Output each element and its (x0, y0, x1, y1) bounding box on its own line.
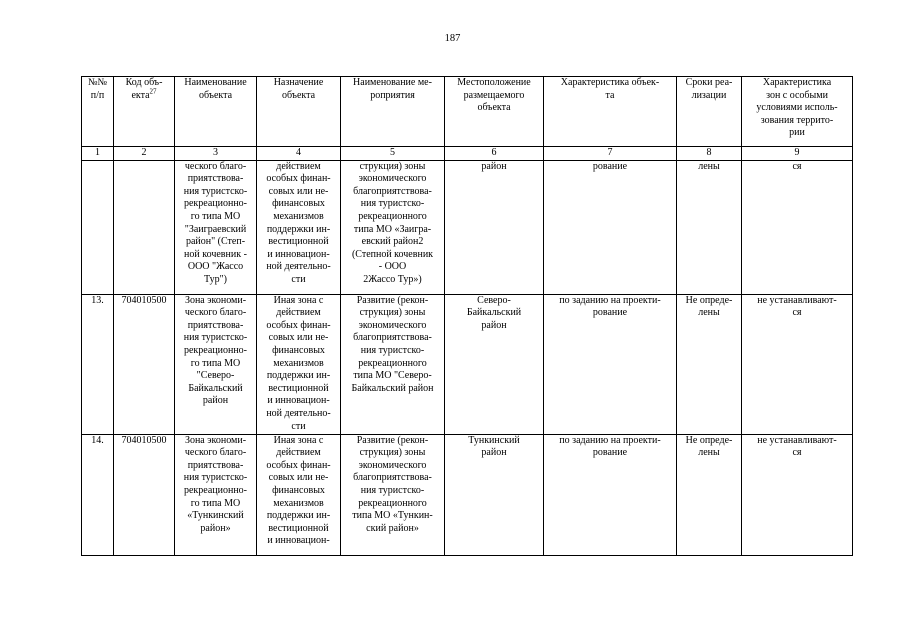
header-code (114, 77, 175, 147)
column-numbers-row (82, 147, 853, 161)
row-characteristic: рование (544, 160, 677, 294)
row-zones: не устанавливают- ся (742, 434, 853, 555)
row-number (82, 160, 114, 294)
row-name: Зона экономи- ческого благо- приятствова- ния туристско- рекреационно- го типа МО «Тункинский район» (175, 434, 257, 555)
row-number: 13. (82, 294, 114, 434)
row-characteristic: по заданию на проекти- рование (544, 294, 677, 434)
row-terms: лены (677, 160, 742, 294)
table-row (82, 160, 853, 294)
row-code (114, 160, 175, 294)
header-purpose: Назначение объекта (257, 77, 341, 147)
row-zones: не устанавливают- ся (742, 294, 853, 434)
row-measure: струкция) зоны экономического благоприятствова- ния туристско- рекреационного типа МО «Заигра- евский район2 (Степной кочевник - ООО 2Жассо Тур») (341, 160, 445, 294)
table-row (82, 294, 853, 434)
column-number: 1 (82, 147, 114, 161)
column-number: 7 (544, 147, 677, 161)
table-row (82, 434, 853, 555)
header-code-text: Код объ- екта (125, 77, 163, 101)
row-location: район (445, 160, 544, 294)
row-purpose: Иная зона с действием особых финан- совых или не- финансовых механизмов поддержки ин- вестиционной и инновацион- (257, 434, 341, 555)
header-measure: Наименование ме- роприятия (341, 77, 445, 147)
objects-table (81, 76, 853, 556)
row-name: Зона экономи- ческого благо- приятствова- ния туристско- рекреационно- го типа МО "Северо- Байкальский район (175, 294, 257, 434)
row-location: Северо- Байкальский район (445, 294, 544, 434)
header-location: Местоположение размещаемого объекта (445, 77, 544, 147)
row-measure: Развитие (рекон- струкция) зоны экономического благоприятствова- ния туристско- рекреационного типа МО «Тункин- ский район» (341, 434, 445, 555)
row-zones: ся (742, 160, 853, 294)
header-name: Наименование объекта (175, 77, 257, 147)
header-zones: Характеристика зон с особыми условиями исполь- зования террито- рии (742, 77, 853, 147)
row-terms: Не опреде- лены (677, 294, 742, 434)
row-code: 704010500 (114, 294, 175, 434)
row-code: 704010500 (114, 434, 175, 555)
column-number: 3 (175, 147, 257, 161)
row-name: ческого благо- приятствова- ния туристско- рекреационно- го типа МО "Заиграевский район" (Степ- ной кочевник - ООО "Жассо Тур") (175, 160, 257, 294)
column-number: 8 (677, 147, 742, 161)
header-number: №№ п/п (82, 77, 114, 147)
header-code-footnote: 27 (149, 87, 157, 96)
row-characteristic: по заданию на проекти- рование (544, 434, 677, 555)
row-location: Тункинский район (445, 434, 544, 555)
header-terms: Сроки реа- лизации (677, 77, 742, 147)
column-number: 2 (114, 147, 175, 161)
column-number: 6 (445, 147, 544, 161)
row-measure: Развитие (рекон- струкция) зоны экономического благоприятствова- ния туристско- рекреационного типа МО "Северо- Байкальский район (341, 294, 445, 434)
page-number: 187 (444, 33, 461, 44)
row-terms: Не опреде- лены (677, 434, 742, 555)
column-number: 5 (341, 147, 445, 161)
column-number: 9 (742, 147, 853, 161)
row-purpose: Иная зона с действием особых финан- совых или не- финансовых механизмов поддержки ин- вестиционной и инновацион- ной деятельно- сти (257, 294, 341, 434)
table-header-row (82, 77, 853, 147)
row-number: 14. (82, 434, 114, 555)
column-number: 4 (257, 147, 341, 161)
row-purpose: действием особых финан- совых или не- финансовых механизмов поддержки ин- вестиционной и инновацион- ной деятельно- сти (257, 160, 341, 294)
header-characteristic: Характеристика объек- та (544, 77, 677, 147)
